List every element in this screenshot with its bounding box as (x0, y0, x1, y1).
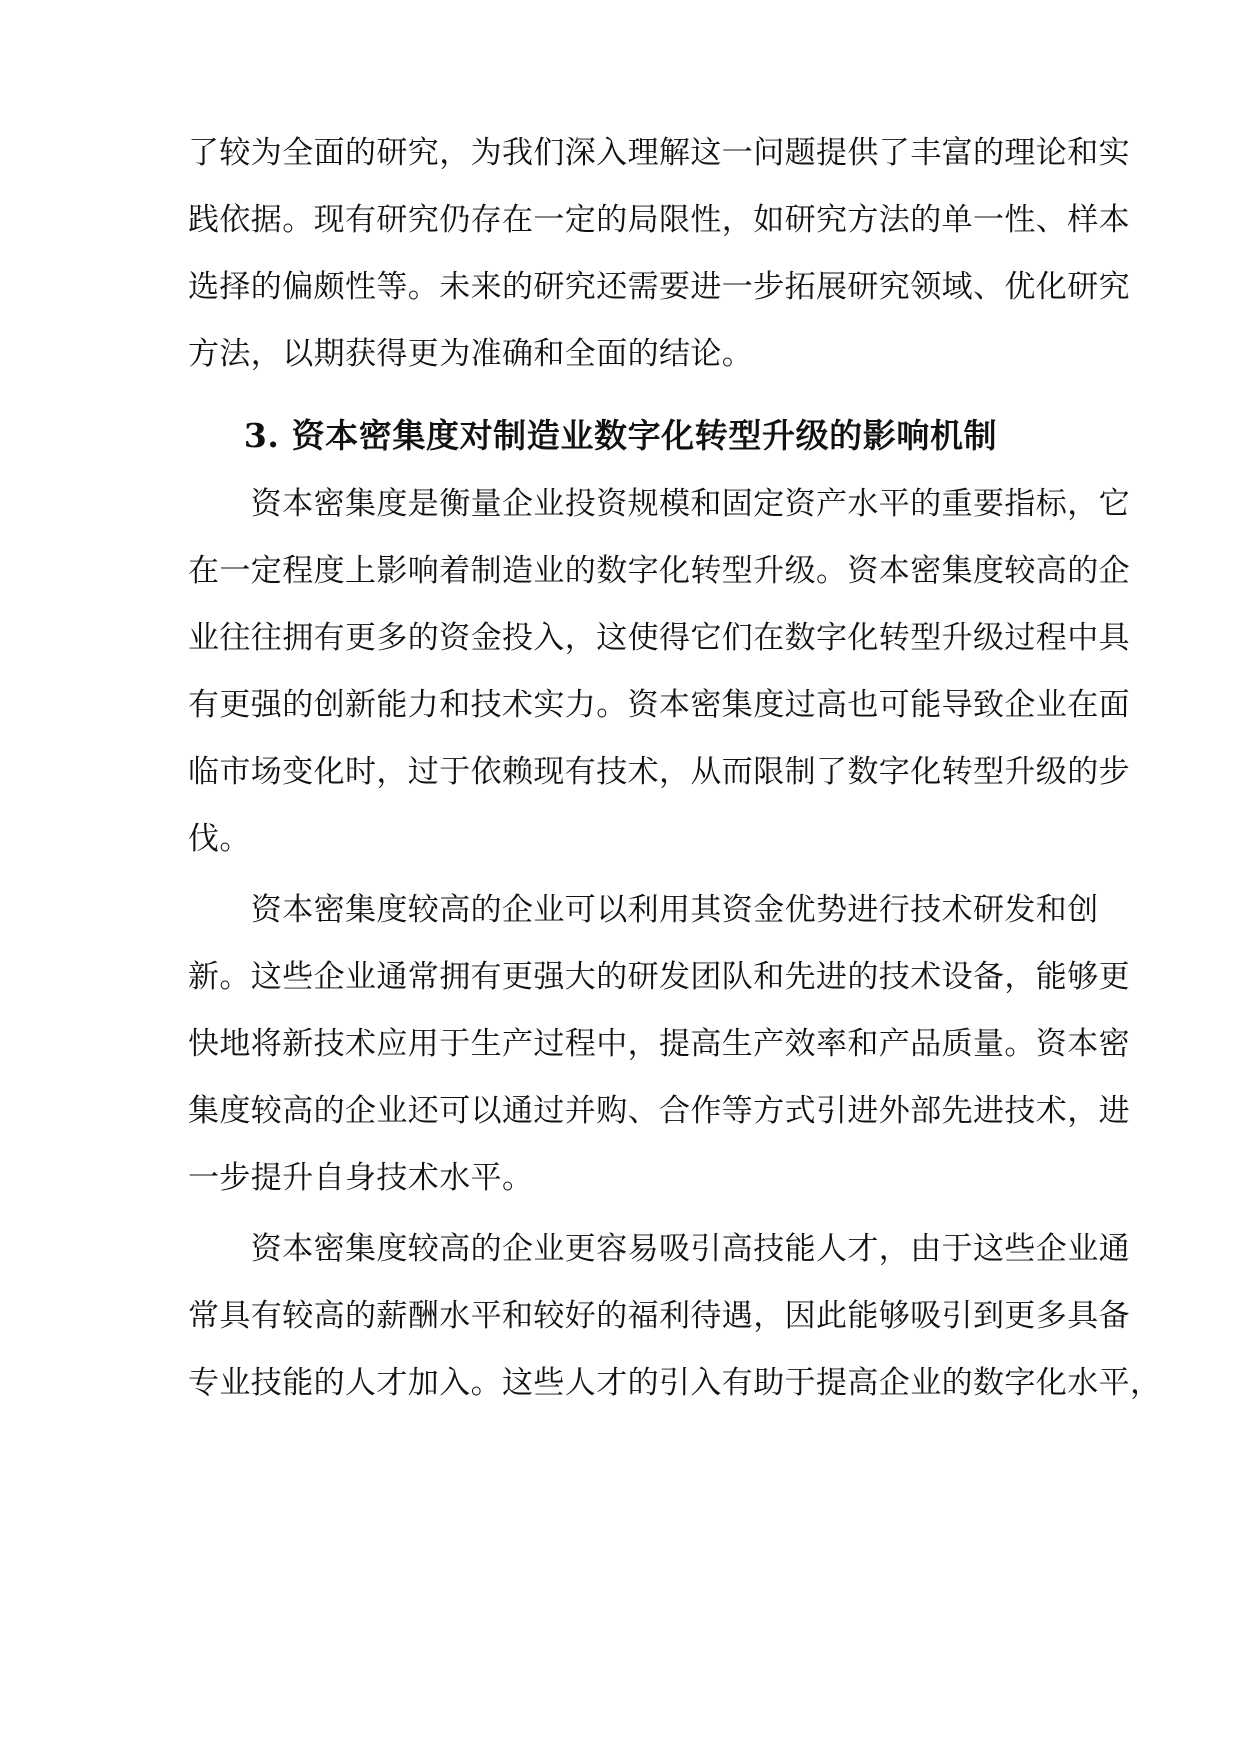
paragraph-2-line-3: 业往往拥有更多的资金投入，这使得它们在数字化转型升级过程中具 (188, 620, 1130, 656)
paragraph-2-line-6: 伐。 (188, 821, 251, 857)
paragraph-2-line-4: 有更强的创新能力和技术实力。资本密集度过高也可能导致企业在面 (188, 687, 1130, 723)
paragraph-4-line-2: 常具有较高的薪酬水平和较好的福利待遇，因此能够吸引到更多具备 (188, 1298, 1130, 1334)
paragraph-4-line-3: 专业技能的人才加入。这些人才的引入有助于提高企业的数字化水平， (188, 1365, 1162, 1401)
paragraph-3-line-3: 快地将新技术应用于生产过程中，提高生产效率和产品质量。资本密 (188, 1026, 1130, 1062)
paragraph-3-line-2: 新。这些企业通常拥有更强大的研发团队和先进的技术设备，能够更 (188, 959, 1130, 995)
paragraph-2-line-1: 资本密集度是衡量企业投资规模和固定资产水平的重要指标，它 (188, 486, 1130, 522)
paragraph-4-line-1: 资本密集度较高的企业更容易吸引高技能人才，由于这些企业通 (188, 1231, 1130, 1267)
paragraph-2-line-5: 临市场变化时，过于依赖现有技术，从而限制了数字化转型升级的步 (188, 754, 1130, 790)
paragraph-3-line-4: 集度较高的企业还可以通过并购、合作等方式引进外部先进技术，进 (188, 1093, 1130, 1129)
paragraph-1-line-4: 方法，以期获得更为准确和全面的结论。 (188, 336, 754, 372)
paragraph-1-line-2: 践依据。现有研究仍存在一定的局限性，如研究方法的单一性、样本 (188, 202, 1130, 238)
paragraph-1-line-3: 选择的偏颇性等。未来的研究还需要进一步拓展研究领域、优化研究 (188, 269, 1130, 305)
section-heading: 3. 资本密集度对制造业数字化转型升级的影响机制 (243, 416, 998, 455)
paragraph-3-line-5: 一步提升自身技术水平。 (188, 1160, 534, 1196)
paragraph-3-line-1: 资本密集度较高的企业可以利用其资金优势进行技术研发和创 (188, 892, 1099, 928)
paragraph-1-line-1: 了较为全面的研究，为我们深入理解这一问题提供了丰富的理论和实 (188, 135, 1130, 171)
paragraph-2-line-2: 在一定程度上影响着制造业的数字化转型升级。资本密集度较高的企 (188, 553, 1130, 589)
